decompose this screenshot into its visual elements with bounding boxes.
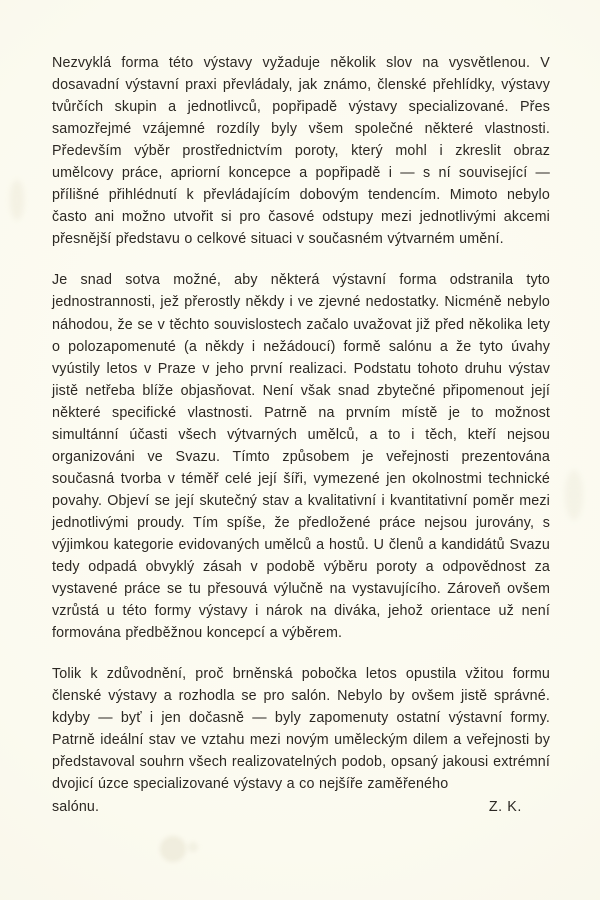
closing-line: [52, 796, 550, 818]
paper-edge-artifact-right: [565, 470, 583, 520]
paragraph-1: Nezvyklá forma této výstavy vyžaduje několik slov na vysvětlenou. V dosavadní výstavní praxi převládaly, jak známo, členské přehlídky, výstavy tvůrčích skupin a jednotlivců, popřipadě výstavy specializované. Přes samozřejmé vzájemné rozdíly byly všem společné některé vlastnosti. Především výběr prostřednictvím poroty, který mohl i zkreslit obraz umělcovy práce, apriorní koncepce a popřipadě i — s ní související — přílišné přihlédnutí k převládajícím dobovým tendencím. Mimoto nebylo často ani možno utvořit si pro časové odstupy mezi jednotlivými akcemi přesnější představu o celkové situaci v současném výtvarném umění.: [52, 55, 550, 248]
body-text-block: [52, 52, 550, 818]
closing-last-word: salónu.: [52, 798, 100, 815]
author-signature: Z. K.: [488, 798, 522, 815]
paper-speck-artifact: [188, 842, 198, 852]
paper-blotch-artifact: [160, 836, 186, 862]
paragraph-3: Tolik k zdůvodnění, proč brněnská pobočka letos opustila vžitou formu členské výstavy a rozhodla se pro salón. Nebylo by ovšem jistě správné. kdyby — byť i jen dočasně — byly zapomenuty ostatní výstavní formy. Patrně ideální stav ve vztahu mezi novým uměleckým dilem a veřejnosti by představoval souhrn všech realizovatelných podob, opsaný jakousi extrémní dvojicí úzce specializované výstavy a co nejšíře zaměřeného: [52, 666, 550, 793]
paper-edge-artifact-left: [10, 180, 24, 220]
paragraph-2: Je snad sotva možné, aby některá výstavní forma odstranila tyto jednostrannosti, jež přerostly někdy i ve zjevné nedostatky. Nicméně nebylo náhodou, že se v těchto souvislostech začalo uvažovat již před několika lety o polozapomenuté (a někdy i nežádoucí) formě salónu a že tyto úvahy vyústily letos v Praze v jeho první realizaci. Podstatu tohoto druhu výstav jistě netřeba blíže objasňovat. Není však snad zbytečné připomenout její některé specifické vlastnosti. Patrně na prvním místě je to možnost simultánní účasti všech výtvarných umělců, a to i těch, kteří nejsou organizováni ve Svazu. Tímto způsobem je veřejnosti prezentována současná tvorba v téměř celé její šíři, vymezené jen okolnostmi technické povahy. Objeví se její skutečný stav a kvalitativní i kvantitativní poměr mezi jednotlivými proudy. Tím spíše, že předložené práce nejsou jurovány, s výjimkou kategorie evidovaných umělců a hostů. U členů a kandidátů Svazu tedy odpadá obvyklý zásah v podobě výběru poroty a odpovědnost za vystavené práce se tu přesouvá výlučně na vystavujícího. Zároveň ovšem vzrůstá u této formy výstavy i nárok na diváka, jehož orientace už není formována předběžnou koncepcí a výběrem.: [52, 272, 550, 642]
